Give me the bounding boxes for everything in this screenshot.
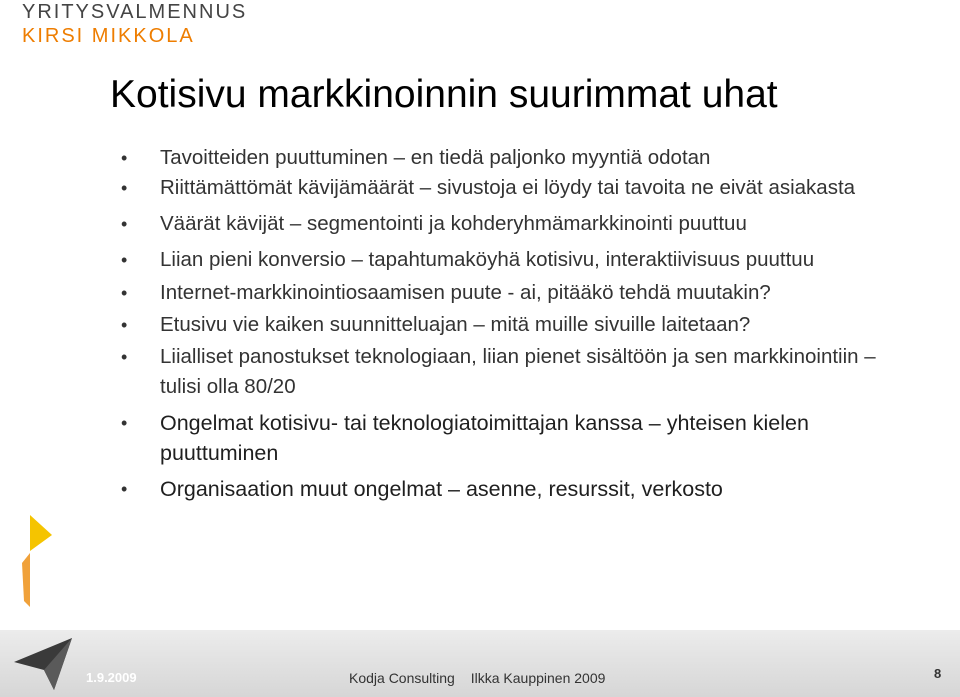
list-item (118, 342, 918, 402)
footer-bar (0, 630, 960, 697)
arrow-cursor-icon (0, 505, 60, 615)
list-item (118, 310, 918, 340)
page-number: 8 (934, 666, 942, 681)
list-item (118, 209, 918, 239)
footer-credits (349, 670, 605, 686)
bullet-text: Ongelmat kotisivu- tai teknologiatoimittajan kanssa – yhteisen kielen puuttuminen (160, 411, 809, 465)
bullet-dot: • (121, 283, 128, 303)
arrow-yellow-shape (30, 515, 52, 551)
brand-logo (22, 0, 247, 48)
list-item (118, 143, 918, 173)
bullet-list (118, 140, 918, 504)
list-item (118, 245, 918, 275)
bullet-dot: • (121, 413, 128, 433)
bullet-dot: • (121, 178, 128, 198)
arrow-orange-shape (22, 553, 30, 607)
bullet-text: Liialliset panostukset teknologiaan, liian pienet sisältöön ja sen markkinointiin – tulisi olla 80/20 (160, 345, 876, 398)
brand-name-line2: KIRSI MIKKOLA (22, 25, 195, 47)
footer-company: Kodja Consulting (349, 670, 455, 686)
bullet-dot: • (121, 148, 128, 168)
arrow-cursor-icon (8, 632, 78, 694)
bullet-text: Organisaation muut ongelmat – asenne, resurssit, verkosto (160, 477, 723, 501)
bullet-text: Väärät kävijät – segmentointi ja kohderyhmämarkkinointi puuttuu (160, 212, 747, 235)
bullet-dot: • (121, 250, 128, 270)
footer-arrow-shape (14, 638, 72, 690)
footer-author: Ilkka Kauppinen 2009 (470, 670, 606, 686)
brand-name-line1: YRITYSVALMENNUS (22, 1, 248, 23)
bullet-dot: • (121, 347, 128, 367)
slide-title: Kotisivu markkinoinnin suurimmat uhat (110, 73, 778, 116)
list-item (118, 408, 918, 468)
bullet-dot: • (121, 214, 128, 234)
list-item (118, 278, 918, 308)
footer-date: 1.9.2009 (86, 670, 137, 685)
bullet-text: Liian pieni konversio – tapahtumaköyhä kotisivu, interaktiivisuus puuttuu (160, 248, 815, 271)
list-item (118, 173, 918, 203)
bullet-text: Internet-markkinointiosaamisen puute - ai, pitääkö tehdä muutakin? (160, 281, 771, 304)
bullet-text: Riittämättömät kävijämäärät – sivustoja ei löydy tai tavoita ne eivät asiakasta (160, 176, 856, 199)
bullet-text: Etusivu vie kaiken suunnitteluajan – mitä muille sivuille laitetaan? (160, 313, 751, 336)
bullet-dot: • (121, 479, 128, 499)
footer-separator (461, 670, 465, 686)
list-item (118, 474, 918, 504)
bullet-text: Tavoitteiden puuttuminen – en tiedä paljonko myyntiä odotan (160, 146, 711, 169)
bullet-dot: • (121, 315, 128, 335)
